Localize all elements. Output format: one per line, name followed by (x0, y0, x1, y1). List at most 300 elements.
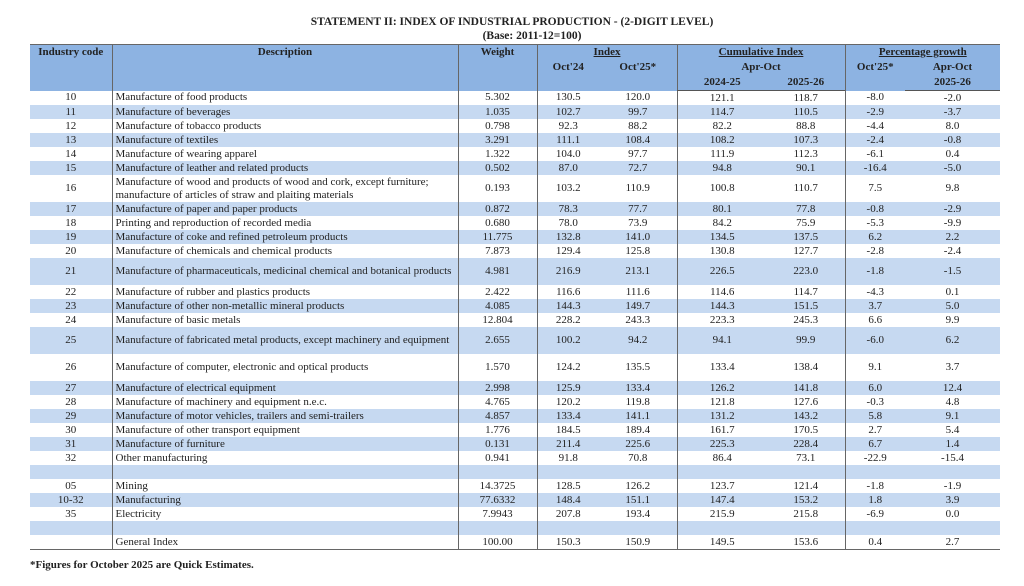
cell-cum-2025-26: 223.0 (767, 258, 845, 285)
cell-growth-aproct: 9.1 (905, 409, 1000, 423)
cell-description: Manufacture of food products (112, 91, 458, 106)
cell-index-oct25: 77.7 (599, 202, 677, 216)
cell-growth-oct25 (845, 465, 905, 479)
cell-growth-oct25: 6.0 (845, 381, 905, 395)
cell-index-oct25: 225.6 (599, 437, 677, 451)
cell-growth-aproct: -9.9 (943, 216, 962, 229)
cell-description: Other manufacturing (112, 451, 458, 465)
cell-growth-oct25 (845, 521, 905, 535)
cell-cum-2025-26: 112.3 (793, 147, 818, 160)
cell-growth-aproct: -1.5 (905, 258, 1000, 285)
cell-growth-aproct: 0.1 (945, 285, 960, 298)
cell-index-oct25: 110.9 (625, 182, 650, 194)
cell-cum-2025-26: 127.7 (793, 244, 819, 257)
cell-growth-oct25: 5.8 (845, 409, 905, 423)
cell-cum-2025-26: 121.4 (793, 479, 819, 492)
cell-growth-oct25: -8.0 (845, 91, 905, 106)
cell-cum-2024-25: 114.6 (677, 285, 767, 299)
cell-growth-aproct: 0.0 (945, 507, 960, 520)
cell-weight: 4.981 (458, 258, 537, 285)
table-row (30, 521, 1000, 535)
cell-index-oct24: 128.5 (537, 479, 599, 493)
cell-cum-2025-26: 110.7 (793, 182, 818, 194)
header-description: Description (112, 45, 458, 91)
cell-cum-2024-25: 131.2 (677, 409, 767, 423)
cell-cum-2025-26: 137.5 (767, 230, 845, 244)
table-row (30, 147, 1000, 161)
cell-growth-oct25: 9.1 (845, 354, 905, 381)
cell-cum-2025-26: 153.2 (767, 493, 845, 507)
cell-cum-2024-25: 114.7 (677, 105, 767, 119)
cell-description: Mining (112, 479, 458, 493)
cell-industry-code: 30 (65, 423, 77, 436)
cell-cum-2024-25: 130.8 (677, 244, 767, 258)
cell-description: Manufacturing (112, 493, 458, 507)
cell-cum-2024-25: 226.5 (677, 258, 767, 285)
cell-index-oct24: 133.4 (537, 409, 599, 423)
cell-weight (458, 521, 537, 535)
cell-description: Manufacture of coke and refined petroleum products (112, 230, 458, 244)
cell-index-oct24: 129.4 (537, 244, 599, 258)
cell-index-oct24: 148.4 (537, 493, 599, 507)
cell-growth-aproct: 6.2 (905, 327, 1000, 354)
cell-cum-2025-26: 99.9 (767, 327, 845, 354)
cell-index-oct25: 88.2 (628, 119, 648, 132)
cell-description: Manufacture of computer, electronic and optical products (112, 354, 458, 381)
cell-growth-oct25: -2.4 (845, 133, 905, 147)
cell-weight: 2.422 (458, 285, 537, 299)
cell-index-oct25: 111.6 (625, 285, 650, 298)
cell-industry-code: 25 (30, 327, 112, 354)
header-cum-2025-26: 2025-26 (767, 75, 845, 91)
cell-weight: 0.872 (458, 202, 537, 216)
cell-index-oct25: 135.5 (625, 361, 651, 373)
cell-growth-aproct: -2.9 (905, 202, 1000, 216)
cell-weight: 1.776 (458, 423, 537, 437)
cell-weight: 5.302 (458, 91, 537, 106)
cell-cum-2025-26: 107.3 (767, 133, 845, 147)
cell-growth-aproct: -3.7 (905, 105, 1000, 119)
cell-index-oct25: 243.3 (625, 313, 651, 326)
cell-industry-code: 28 (65, 395, 77, 408)
cell-index-oct24 (537, 521, 599, 535)
cell-index-oct24: 211.4 (537, 437, 599, 451)
header-index-oct24: Oct'24 (537, 60, 599, 91)
table-row (30, 202, 1000, 216)
cell-industry-code: 21 (30, 258, 112, 285)
cell-weight: 7.873 (458, 244, 537, 258)
cell-index-oct24: 87.0 (537, 161, 599, 175)
cell-cum-2024-25: 86.4 (677, 451, 767, 465)
table-row (30, 327, 1000, 354)
cell-cum-2024-25: 133.4 (677, 354, 767, 381)
footnote: *Figures for October 2025 are Quick Estimates. (30, 559, 254, 571)
cell-weight: 0.131 (458, 437, 537, 451)
table-row (30, 479, 1000, 493)
cell-industry-code: 31 (30, 437, 112, 451)
cell-weight: 100.00 (458, 535, 537, 550)
table-row (30, 381, 1000, 395)
cell-index-oct25: 141.1 (599, 409, 677, 423)
cell-growth-oct25: 6.2 (845, 230, 905, 244)
cell-growth-aproct: -15.4 (941, 451, 964, 464)
cell-description: Manufacture of pharmaceuticals, medicinal chemical and botanical products (112, 258, 458, 285)
cell-growth-aproct: -0.8 (905, 133, 1000, 147)
cell-index-oct24: 104.0 (537, 147, 599, 161)
cell-growth-aproct: 3.9 (905, 493, 1000, 507)
cell-industry-code (30, 535, 112, 550)
cell-description: Manufacture of wearing apparel (112, 147, 458, 161)
cell-growth-oct25: -22.9 (845, 451, 905, 465)
cell-index-oct24: 150.3 (537, 535, 599, 550)
table-body (30, 91, 1000, 550)
cell-growth-oct25: 7.5 (845, 175, 905, 202)
table-row (30, 451, 1000, 465)
cell-description: Manufacture of other non-metallic mineral products (112, 299, 458, 313)
cell-index-oct25: 193.4 (625, 507, 651, 520)
cell-index-oct25: 73.9 (628, 216, 648, 229)
cell-weight: 11.775 (458, 230, 537, 244)
cell-index-oct24: 184.5 (537, 423, 599, 437)
header-growth-aproct: Apr-Oct (905, 60, 1000, 75)
table-row (30, 258, 1000, 285)
cell-growth-aproct: -2.4 (943, 244, 962, 257)
cell-growth-oct25: -6.0 (845, 327, 905, 354)
cell-growth-oct25: 2.7 (845, 423, 905, 437)
header-cumulative-index: Cumulative Index (677, 45, 845, 61)
cell-cum-2025-26: 118.7 (793, 91, 818, 104)
cell-index-oct24: 100.2 (537, 327, 599, 354)
cell-cum-2024-25: 94.8 (677, 161, 767, 175)
cell-index-oct25: 213.1 (599, 258, 677, 285)
cell-index-oct25: 133.4 (599, 381, 677, 395)
cell-cum-2025-26: 77.8 (767, 202, 845, 216)
cell-index-oct25: 97.7 (628, 147, 648, 160)
header-cumulative-period: Apr-Oct (677, 60, 845, 75)
header-index-oct25: Oct'25* (599, 60, 677, 91)
cell-description: Manufacture of tobacco products (112, 119, 458, 133)
table-row (30, 119, 1000, 133)
cell-industry-code: 13 (30, 133, 112, 147)
cell-industry-code: 10-32 (30, 493, 112, 507)
cell-description: Manufacture of rubber and plastics products (112, 285, 458, 299)
cell-growth-oct25: 0.4 (845, 535, 905, 550)
cell-cum-2024-25 (677, 521, 767, 535)
cell-growth-oct25: 3.7 (845, 299, 905, 313)
cell-growth-oct25: -6.1 (845, 147, 905, 161)
cell-index-oct24: 111.1 (537, 133, 599, 147)
cell-cum-2025-26: 151.5 (767, 299, 845, 313)
cell-index-oct25: 125.8 (625, 244, 651, 257)
cell-cum-2024-25: 215.9 (677, 507, 767, 521)
cell-cum-2025-26: 114.7 (793, 285, 818, 298)
cell-cum-2024-25: 134.5 (677, 230, 767, 244)
cell-growth-aproct: 8.0 (945, 119, 960, 132)
cell-cum-2025-26: 143.2 (767, 409, 845, 423)
cell-growth-oct25: 6.7 (845, 437, 905, 451)
cell-weight: 0.193 (458, 175, 537, 202)
cell-index-oct25: 141.0 (599, 230, 677, 244)
cell-growth-aproct: 1.4 (905, 437, 1000, 451)
cell-description: Manufacture of fabricated metal products, except machinery and equipment (112, 327, 458, 354)
cell-index-oct25: 99.7 (599, 105, 677, 119)
table-row (30, 437, 1000, 451)
cell-index-oct24: 207.8 (537, 507, 599, 521)
cell-growth-aproct: 9.9 (945, 313, 960, 326)
cell-cum-2024-25: 108.2 (677, 133, 767, 147)
cell-weight: 1.570 (458, 354, 537, 381)
cell-growth-oct25: -16.4 (845, 161, 905, 175)
cell-description: Manufacture of motor vehicles, trailers and semi-trailers (112, 409, 458, 423)
cell-index-oct24: 103.2 (537, 175, 599, 202)
table-row (30, 354, 1000, 381)
cell-cum-2024-25: 100.8 (677, 175, 767, 202)
table-row (30, 244, 1000, 258)
cell-cum-2024-25: 223.3 (677, 313, 767, 327)
cell-cum-2025-26: 88.8 (796, 119, 816, 132)
cell-cum-2025-26: 127.6 (793, 395, 819, 408)
cell-index-oct24: 102.7 (537, 105, 599, 119)
cell-growth-oct25: -2.8 (845, 244, 905, 258)
table-row (30, 161, 1000, 175)
cell-index-oct25: 126.2 (625, 479, 651, 492)
cell-index-oct24: 144.3 (537, 299, 599, 313)
cell-index-oct25 (599, 465, 677, 479)
cell-industry-code: 29 (30, 409, 112, 423)
cell-index-oct24: 78.3 (537, 202, 599, 216)
cell-industry-code: 32 (65, 451, 77, 464)
cell-cum-2025-26 (767, 465, 845, 479)
cell-description: General Index (112, 535, 458, 550)
cell-weight: 1.035 (458, 105, 537, 119)
cell-description: Manufacture of wood and products of wood and cork, except furniture; manufacture of articles of straw and plaiting materials (112, 175, 458, 202)
cell-industry-code: 14 (65, 147, 77, 160)
cell-description: Printing and reproduction of recorded media (112, 216, 458, 230)
header-weight: Weight (458, 45, 537, 91)
cell-industry-code: 10 (65, 91, 77, 104)
cell-index-oct24: 91.8 (537, 451, 599, 465)
cell-growth-aproct: 12.4 (905, 381, 1000, 395)
cell-cum-2025-26: 170.5 (793, 423, 819, 436)
cell-industry-code: 22 (65, 285, 77, 298)
cell-cum-2024-25: 82.2 (677, 119, 767, 133)
cell-index-oct24: 124.2 (537, 354, 599, 381)
cell-cum-2025-26: 153.6 (793, 535, 819, 548)
cell-index-oct25: 151.1 (599, 493, 677, 507)
cell-description: Manufacture of furniture (112, 437, 458, 451)
cell-description (112, 521, 458, 535)
cell-growth-aproct: 3.7 (945, 361, 960, 373)
table-row (30, 285, 1000, 299)
cell-growth-oct25: 1.8 (845, 493, 905, 507)
cell-growth-aproct (905, 521, 1000, 535)
cell-weight: 4.765 (458, 395, 537, 409)
cell-weight: 2.998 (458, 381, 537, 395)
cell-growth-aproct (905, 465, 1000, 479)
table-row (30, 216, 1000, 230)
table-row (30, 313, 1000, 327)
table-row (30, 395, 1000, 409)
cell-growth-aproct: 5.0 (905, 299, 1000, 313)
cell-growth-oct25: -4.4 (845, 119, 905, 133)
table-row (30, 423, 1000, 437)
cell-cum-2024-25: 161.7 (677, 423, 767, 437)
cell-weight: 7.9943 (458, 507, 537, 521)
cell-cum-2024-25: 225.3 (677, 437, 767, 451)
cell-weight: 12.804 (458, 313, 537, 327)
cell-industry-code: 18 (65, 216, 77, 229)
base-year-subtitle: (Base: 2011-12=100) (482, 30, 582, 42)
cell-description: Electricity (112, 507, 458, 521)
cell-growth-oct25: 6.6 (845, 313, 905, 327)
cell-index-oct25: 72.7 (599, 161, 677, 175)
cell-cum-2024-25: 84.2 (677, 216, 767, 230)
cell-cum-2025-26: 215.8 (793, 507, 819, 520)
cell-cum-2025-26: 90.1 (767, 161, 845, 175)
cell-weight: 0.680 (458, 216, 537, 230)
cell-growth-aproct: -1.9 (943, 479, 962, 492)
table-row (30, 175, 1000, 202)
cell-index-oct24: 116.6 (537, 285, 599, 299)
cell-growth-aproct: -5.0 (905, 161, 1000, 175)
cell-description: Manufacture of other transport equipment (112, 423, 458, 437)
cell-index-oct24: 120.2 (537, 395, 599, 409)
cell-cum-2024-25: 121.8 (677, 395, 767, 409)
cell-industry-code: 12 (65, 119, 77, 132)
cell-index-oct25: 94.2 (599, 327, 677, 354)
cell-growth-oct25: -0.3 (845, 395, 905, 409)
cell-weight: 0.502 (458, 161, 537, 175)
cell-growth-oct25: -5.3 (845, 216, 905, 230)
cell-index-oct24 (537, 465, 599, 479)
cell-growth-oct25: -1.8 (845, 479, 905, 493)
cell-growth-oct25: -1.8 (845, 258, 905, 285)
cell-index-oct25: 149.7 (599, 299, 677, 313)
cell-index-oct25: 70.8 (628, 451, 648, 464)
cell-index-oct25 (599, 521, 677, 535)
cell-growth-aproct: 9.8 (945, 182, 960, 194)
table-row (30, 535, 1000, 550)
cell-growth-oct25: -6.9 (845, 507, 905, 521)
cell-description: Manufacture of paper and paper products (112, 202, 458, 216)
header-cum-2024-25: 2024-25 (677, 75, 767, 91)
header-growth-oct25: Oct'25* (845, 60, 905, 91)
cell-industry-code: 27 (30, 381, 112, 395)
cell-cum-2025-26: 228.4 (767, 437, 845, 451)
cell-description: Manufacture of chemicals and chemical products (112, 244, 458, 258)
cell-industry-code (30, 521, 112, 535)
cell-industry-code: 15 (30, 161, 112, 175)
statement-title: STATEMENT II: INDEX OF INDUSTRIAL PRODUCTION - (2-DIGIT LEVEL) (310, 16, 714, 28)
cell-weight: 0.798 (458, 119, 537, 133)
cell-weight: 77.6332 (458, 493, 537, 507)
cell-cum-2025-26: 245.3 (793, 313, 819, 326)
cell-growth-oct25: -0.8 (845, 202, 905, 216)
cell-description: Manufacture of basic metals (112, 313, 458, 327)
cell-industry-code: 20 (65, 244, 77, 257)
cell-weight: 14.3725 (458, 479, 537, 493)
table-row (30, 465, 1000, 479)
cell-industry-code: 17 (30, 202, 112, 216)
cell-description: Manufacture of textiles (112, 133, 458, 147)
cell-index-oct25: 120.0 (625, 91, 651, 104)
cell-growth-oct25: -2.9 (845, 105, 905, 119)
cell-cum-2024-25: 80.1 (677, 202, 767, 216)
cell-cum-2024-25: 111.9 (677, 147, 767, 161)
cell-growth-aproct: 5.4 (945, 423, 960, 436)
cell-description (112, 465, 458, 479)
table-row (30, 493, 1000, 507)
cell-cum-2024-25: 126.2 (677, 381, 767, 395)
cell-description: Manufacture of beverages (112, 105, 458, 119)
cell-index-oct24: 132.8 (537, 230, 599, 244)
cell-weight: 1.322 (458, 147, 537, 161)
cell-industry-code: 23 (30, 299, 112, 313)
cell-weight: 2.655 (458, 327, 537, 354)
table-row (30, 91, 1000, 106)
cell-index-oct25: 119.8 (625, 395, 650, 408)
cell-growth-aproct: 2.2 (905, 230, 1000, 244)
cell-description: Manufacture of machinery and equipment n.e.c. (112, 395, 458, 409)
cell-industry-code: 19 (30, 230, 112, 244)
cell-weight: 4.085 (458, 299, 537, 313)
cell-index-oct24: 125.9 (537, 381, 599, 395)
cell-weight (458, 465, 537, 479)
header-industry-code: Industry code (30, 45, 112, 91)
cell-cum-2024-25: 121.1 (677, 91, 767, 106)
cell-industry-code: 05 (65, 479, 77, 492)
cell-cum-2024-25: 147.4 (677, 493, 767, 507)
cell-industry-code: 11 (30, 105, 112, 119)
cell-cum-2025-26: 138.4 (793, 361, 819, 373)
table-row (30, 230, 1000, 244)
cell-growth-aproct: 0.4 (945, 147, 960, 160)
cell-industry-code: 24 (65, 313, 77, 326)
cell-cum-2025-26: 110.5 (767, 105, 845, 119)
cell-industry-code: 35 (65, 507, 77, 520)
cell-weight: 0.941 (458, 451, 537, 465)
cell-cum-2024-25: 94.1 (677, 327, 767, 354)
cell-weight: 4.857 (458, 409, 537, 423)
cell-cum-2025-26 (767, 521, 845, 535)
cell-growth-oct25: -4.3 (845, 285, 905, 299)
table-row (30, 105, 1000, 119)
cell-index-oct25: 150.9 (625, 535, 651, 548)
cell-index-oct25: 108.4 (599, 133, 677, 147)
cell-cum-2025-26: 75.9 (796, 216, 816, 229)
table-row (30, 409, 1000, 423)
header-growth-year: 2025-26 (905, 75, 1000, 91)
cell-index-oct25: 189.4 (625, 423, 651, 436)
cell-growth-aproct: 4.8 (945, 395, 960, 408)
cell-cum-2024-25: 123.7 (677, 479, 767, 493)
cell-description: Manufacture of electrical equipment (112, 381, 458, 395)
cell-cum-2024-25 (677, 465, 767, 479)
cell-cum-2025-26: 73.1 (796, 451, 816, 464)
cell-index-oct24: 228.2 (537, 313, 599, 327)
cell-index-oct24: 216.9 (537, 258, 599, 285)
cell-index-oct24: 130.5 (537, 91, 599, 106)
header-percentage-growth: Percentage growth (845, 45, 1000, 61)
header-index: Index (537, 45, 677, 61)
table-row (30, 507, 1000, 521)
table-row (30, 133, 1000, 147)
cell-growth-aproct: 2.7 (945, 535, 960, 548)
cell-cum-2025-26: 141.8 (767, 381, 845, 395)
cell-cum-2024-25: 144.3 (677, 299, 767, 313)
cell-industry-code: 16 (65, 182, 77, 194)
cell-index-oct24: 78.0 (537, 216, 599, 230)
